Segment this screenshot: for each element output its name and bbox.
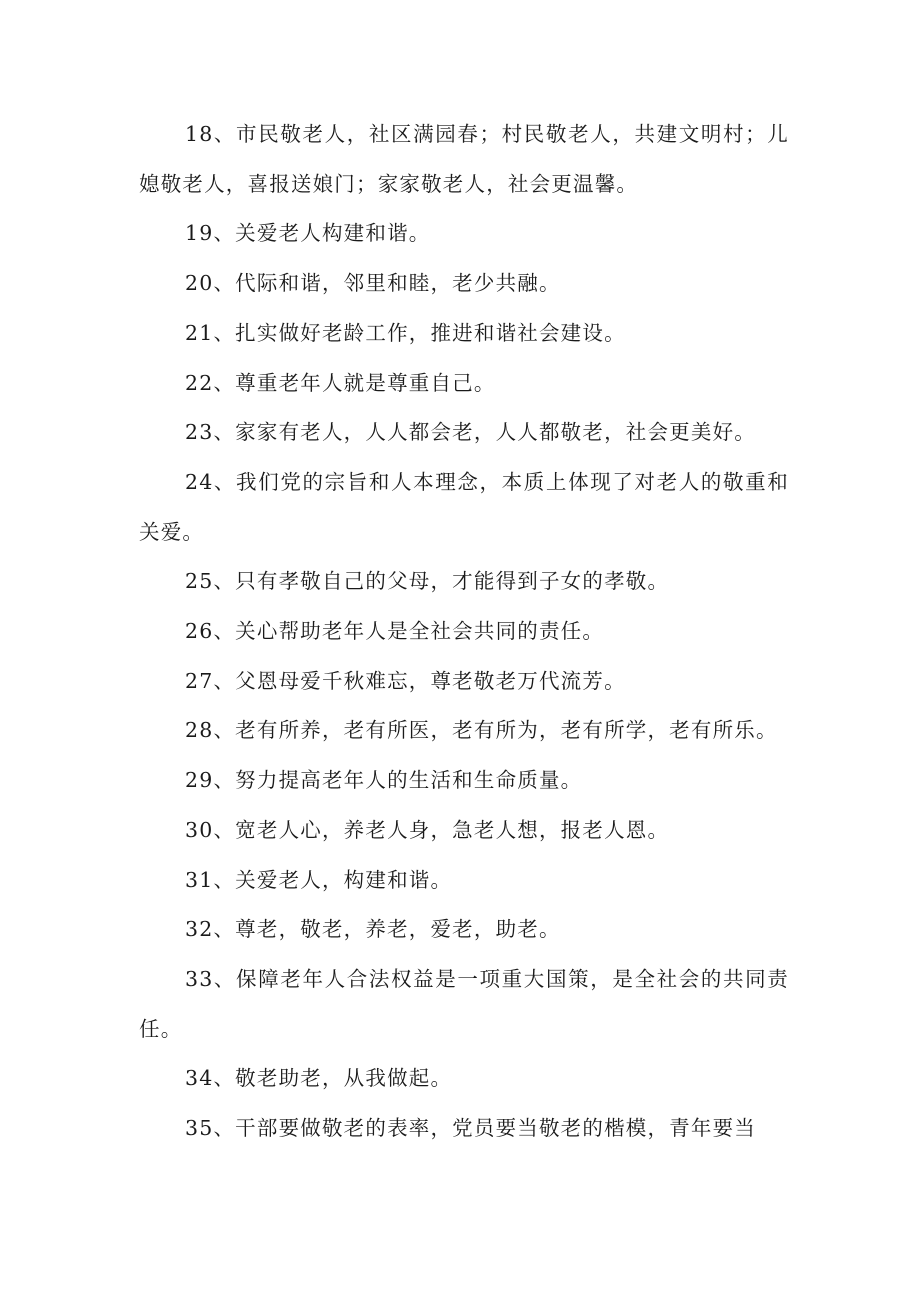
list-item: 18、市民敬老人，社区满园春；村民敬老人，共建文明村；儿媳敬老人，喜报送娘门；家家敬老人，社会更温馨。 — [139, 122, 789, 196]
list-item: 25、只有孝敬自己的父母，才能得到子女的孝敬。 — [185, 569, 670, 594]
slogan-list — [139, 110, 789, 1154]
list-item: 30、宽老人心，养老人身，急老人想，报老人恩。 — [185, 817, 670, 842]
list-item: 29、努力提高老年人的生活和生命质量。 — [185, 768, 583, 793]
list-item: 22、尊重老年人就是尊重自己。 — [185, 370, 496, 395]
list-item: 24、我们党的宗旨和人本理念，本质上体现了对老人的敬重和关爱。 — [139, 469, 789, 544]
list-item: 35、干部要做敬老的表率，党员要当敬老的楷模，青年要当 — [185, 1116, 756, 1141]
list-item: 26、关心帮助老年人是全社会共同的责任。 — [185, 619, 605, 644]
list-item: 21、扎实做好老龄工作，推进和谐社会建设。 — [185, 320, 626, 345]
list-item: 33、保障老年人合法权益是一项重大国策，是全社会的共同责任。 — [139, 966, 789, 1041]
list-item: 23、家家有老人，人人都会老，人人都敬老，社会更美好。 — [185, 420, 756, 445]
list-item: 28、老有所养，老有所医，老有所为，老有所学，老有所乐。 — [185, 718, 778, 743]
list-item: 19、关爱老人构建和谐。 — [185, 221, 431, 246]
list-item: 32、尊老，敬老，养老，爱老，助老。 — [185, 917, 561, 942]
list-item: 27、父恩母爱千秋难忘，尊老敬老万代流芳。 — [185, 668, 626, 693]
list-item: 31、关爱老人，构建和谐。 — [185, 867, 453, 892]
list-item: 34、敬老助老，从我做起。 — [185, 1066, 453, 1091]
list-item: 20、代际和谐，邻里和睦，老少共融。 — [185, 271, 561, 296]
